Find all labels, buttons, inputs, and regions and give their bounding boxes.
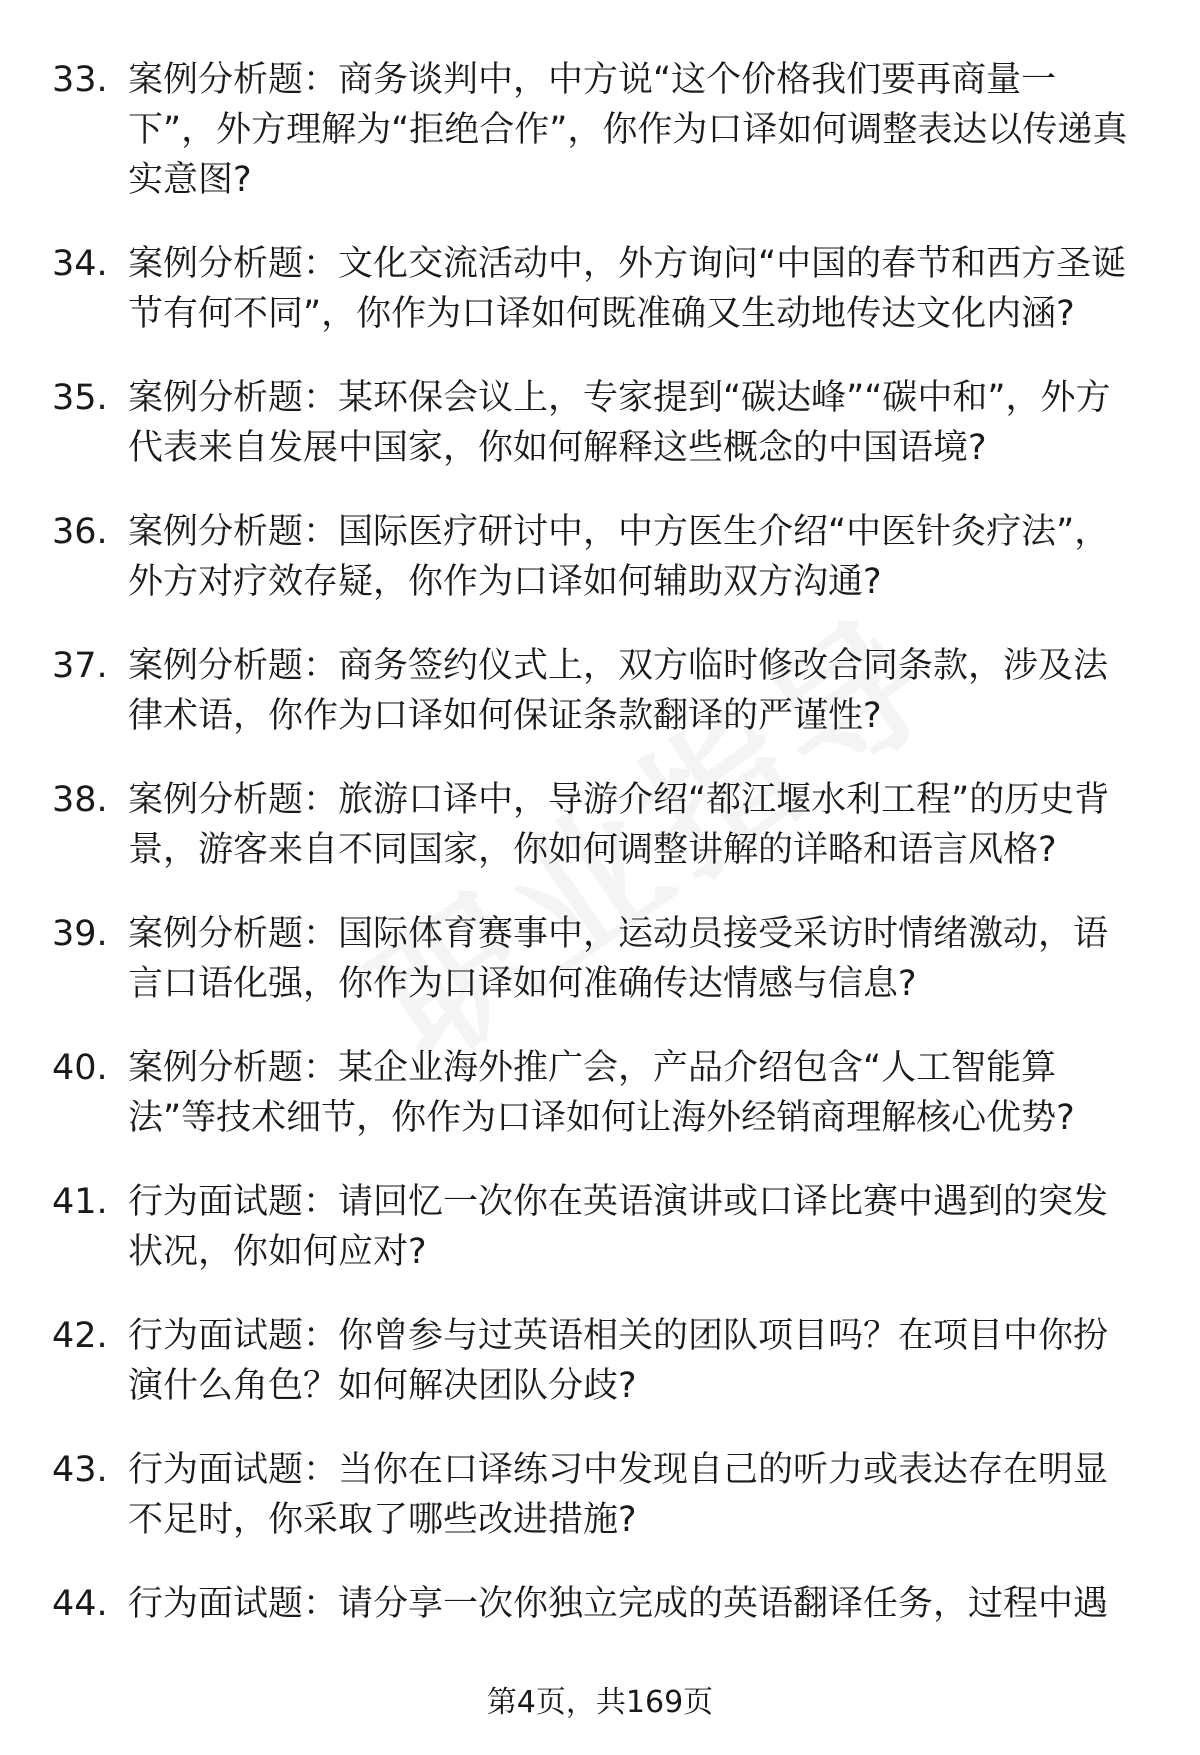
- question-text: 行为面试题：当你在口译练习中发现自己的听力或表达存在明显不足时，你采取了哪些改进措施?: [128, 1450, 1109, 1540]
- question-item: [0, 1177, 1140, 1277]
- question-text: 案例分析题：国际体育赛事中，运动员接受采访时情绪激动，语言口语化强，你作为口译如何准确传达情感与信息?: [128, 914, 1109, 1004]
- question-item: [0, 1579, 1140, 1629]
- question-item: [0, 1445, 1140, 1545]
- question-number: 40.: [52, 1048, 108, 1088]
- question-text: 案例分析题：商务签约仪式上，双方临时修改合同条款，涉及法律术语，你作为口译如何保证条款翻译的严谨性?: [128, 646, 1109, 736]
- question-number: 34.: [52, 244, 108, 284]
- page-number: 第4页，共169页: [486, 1685, 714, 1720]
- question-item: [0, 239, 1140, 339]
- question-item: [0, 775, 1140, 875]
- question-number: 43.: [52, 1450, 108, 1490]
- question-text: 案例分析题：商务谈判中，中方说“这个价格我们要再商量一下”，外方理解为“拒绝合作”，你作为口译如何调整表达以传递真实意图?: [128, 60, 1128, 200]
- question-number: 41.: [52, 1182, 108, 1222]
- question-number: 39.: [52, 914, 108, 954]
- question-number: 38.: [52, 780, 108, 820]
- question-item: [0, 1311, 1140, 1411]
- question-number: 44.: [52, 1584, 108, 1624]
- question-item: [0, 641, 1140, 741]
- question-text: 行为面试题：请分享一次你独立完成的英语翻译任务，过程中遇: [128, 1584, 1109, 1624]
- question-text: 案例分析题：某环保会议上，专家提到“碳达峰”“碳中和”，外方代表来自发展中国家，你如何解释这些概念的中国语境?: [128, 378, 1111, 468]
- question-number: 42.: [52, 1316, 108, 1356]
- question-number: 37.: [52, 646, 108, 686]
- question-number: 35.: [52, 378, 108, 418]
- question-text: 案例分析题：国际医疗研讨中，中方医生介绍“中医针灸疗法”，外方对疗效存疑，你作为口译如何辅助双方沟通?: [128, 512, 1110, 602]
- question-text: 案例分析题：文化交流活动中，外方询问“中国的春节和西方圣诞节有何不同”，你作为口译如何既准确又生动地传达文化内涵?: [128, 244, 1127, 334]
- question-item: [0, 507, 1140, 607]
- question-item: [0, 909, 1140, 1009]
- question-text: 案例分析题：某企业海外推广会，产品介绍包含“人工智能算法”等技术细节，你作为口译如何让海外经销商理解核心优势?: [128, 1048, 1075, 1138]
- question-text: 行为面试题：你曾参与过英语相关的团队项目吗？在项目中你扮演什么角色？如何解决团队分歧?: [128, 1316, 1109, 1406]
- question-item: [0, 373, 1140, 473]
- question-list: [0, 55, 1200, 1663]
- question-item: [0, 1043, 1140, 1143]
- question-item: [0, 55, 1140, 205]
- question-number: 36.: [52, 512, 108, 552]
- question-text: 案例分析题：旅游口译中，导游介绍“都江堰水利工程”的历史背景，游客来自不同国家，你如何调整讲解的详略和语言风格?: [128, 780, 1110, 870]
- question-number: 33.: [52, 60, 108, 100]
- question-text: 行为面试题：请回忆一次你在英语演讲或口译比赛中遇到的突发状况，你如何应对?: [128, 1182, 1109, 1272]
